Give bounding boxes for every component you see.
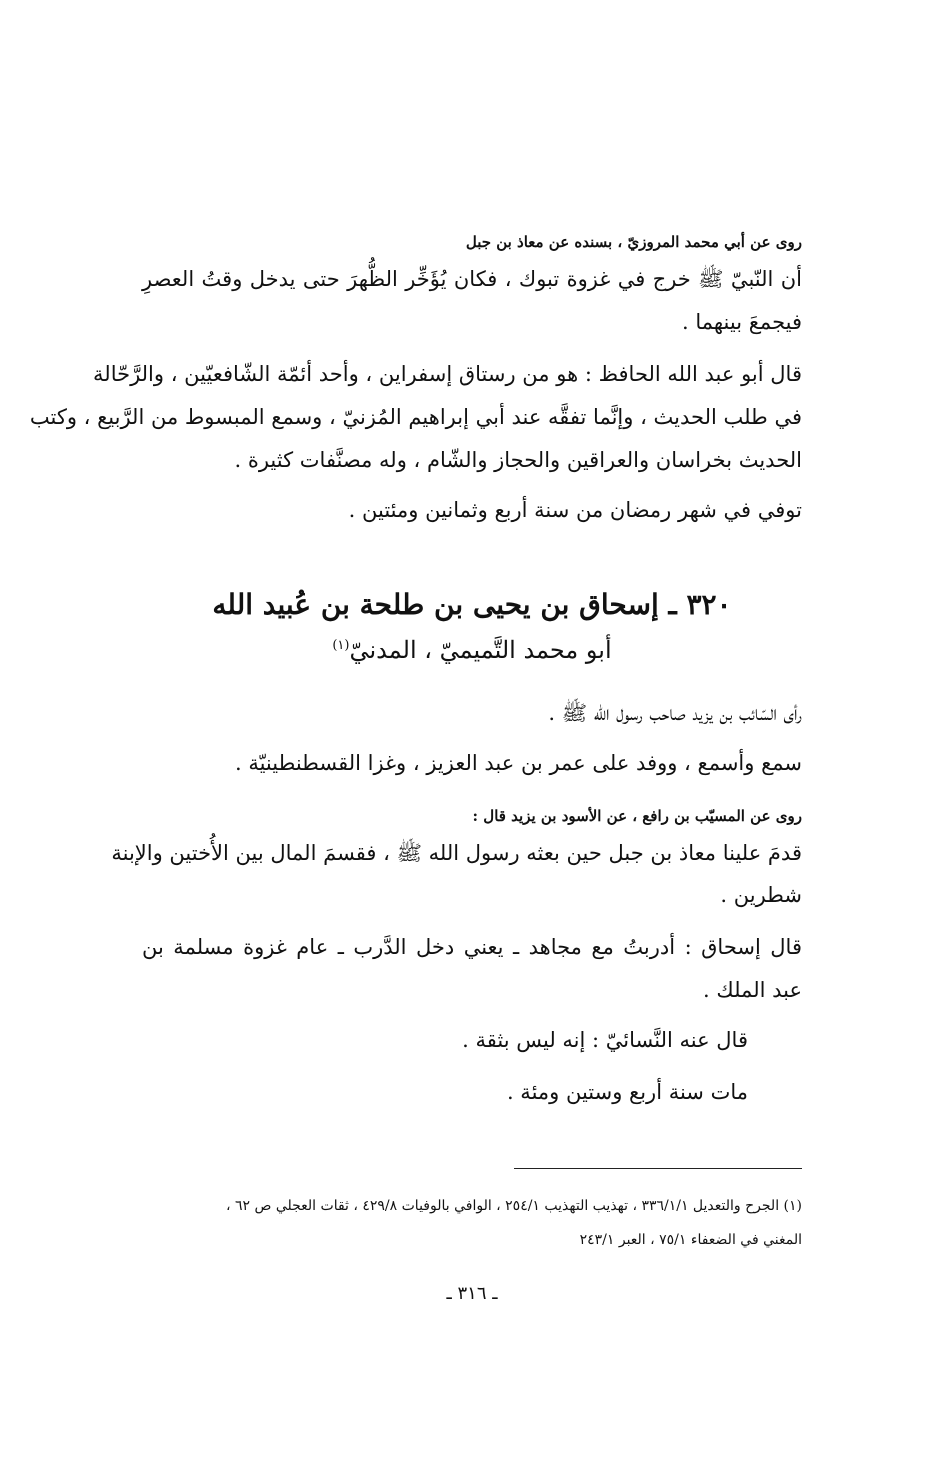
footnote-marker: (١) [332,638,350,653]
narration-line: روى عن أبي محمد المروزيّ ، بسنده عن معاذ بن جبل [465,233,802,251]
text-line: قال عنه النَّسائيّ : إنه ليس بثقة . [462,1028,748,1052]
hadith-line: أن النّبيّ ﷺ خرج في غزوة تبوك ، فكان يُؤَخِّر الظُّهرَ حتى يدخل وقتُ العصرِ [142,267,802,291]
hadith-line: شطرين . [720,883,802,907]
hadith-line: قدمَ علينا معاذ بن جبل حين بعثه رسول الله ﷺ ، فقسمَ المال بين الأُختين والإبنة [111,841,802,865]
entry-subtitle [0,636,944,664]
hadith-line: فيجمعَ بينهما . [681,310,802,334]
text-line: عبد الملك . [703,978,802,1002]
entry-title: ٣٢٠ ـ إسحاق بن يحيى بن طلحة بن عُبيد الله [212,588,732,621]
death-note: توفي في شهر رمضان من سنة أربع وثمانين ومئتين . [348,498,802,522]
footnote-line: المغني في الضعفاء ٧٥/١ ، العبر ٢٤٣/١ [579,1232,802,1248]
page-number: ـ ٣١٦ ـ [446,1283,498,1304]
footnote-line: (١) الجرح والتعديل ٣٣٦/١/١ ، تهذيب التهذيب ٢٥٤/١ ، الوافي بالوفيات ٤٢٩/٨ ، ثقات العجلي ص ٦٢ ، [225,1198,802,1214]
paragraph-line: في طلب الحديث ، وإنَّما تفقَّه عند أبي إبراهيم المُزنيّ ، وسمع المبسوط من الرَّبيع ، وكتب [29,405,802,429]
footnote-divider [514,1168,802,1169]
text-line: قال إسحاق : أدربتُ مع مجاهد ـ يعني دخل الدَّرب ـ عام غزوة مسلمة بن [142,935,802,959]
paragraph-line: الحديث بخراسان والعراقين والحجاز والشّام ، وله مصنَّفات كثيرة . [234,448,802,472]
text-line: رأى السّائب بن يزيد صاحب رسول الله ﷺ . [548,701,802,725]
text-line: سمع وأسمع ، ووفد على عمر بن عبد العزيز ، وغزا القسطنطينيّة . [234,751,802,775]
subtitle-text: أبو محمد التَّميميّ ، المدنيّ [349,636,612,664]
narration-line: روى عن المسيّب بن رافع ، عن الأسود بن يزيد قال : [472,807,802,825]
paragraph-line: قال أبو عبد الله الحافظ : هو من رستاق إسفراين ، وأحد أئمّة الشّافعيّين ، والرَّحّالة [93,362,802,386]
death-note: مات سنة أربع وستين ومئة . [506,1080,748,1104]
